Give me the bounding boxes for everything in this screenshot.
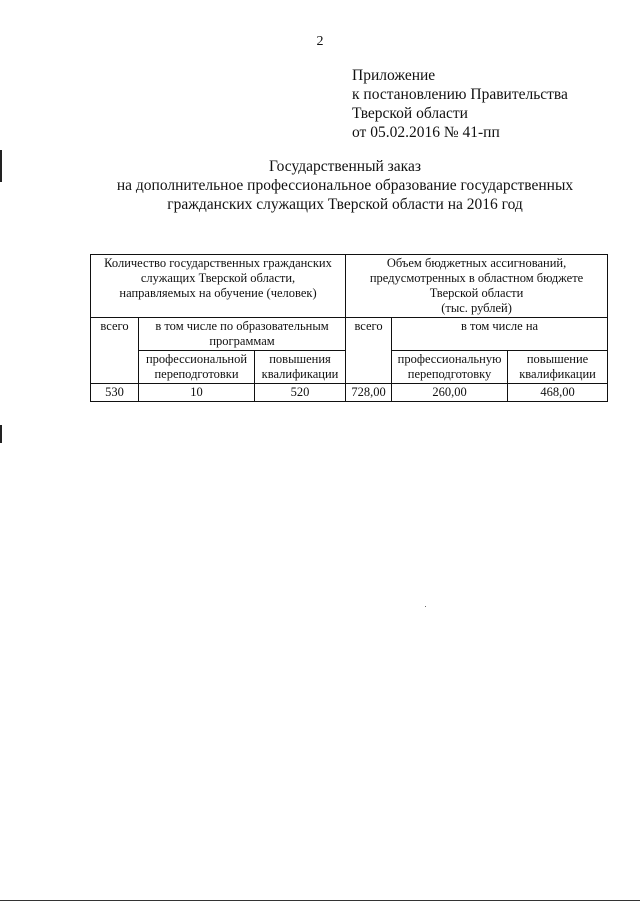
table-subheader-row (91, 318, 608, 351)
scan-speck (425, 606, 426, 607)
cell-total-staff: 530 (91, 384, 139, 402)
col-total-budget: всего (346, 318, 392, 384)
cell-retraining-budget: 260,00 (392, 384, 508, 402)
cell-qualification-staff: 520 (255, 384, 346, 402)
appendix-line: Приложение (352, 67, 436, 84)
cell-qualification-budget: 468,00 (508, 384, 608, 402)
document-title (0, 157, 640, 214)
header-budget (346, 255, 608, 318)
header-line: направляемых на обучение (человек) (119, 286, 317, 300)
title-line: гражданских служащих Тверской области на 2016 год (167, 196, 523, 213)
col-retraining-budget (392, 351, 508, 384)
col-qualification-budget (508, 351, 608, 384)
subheader-line: переподготовку (407, 367, 492, 381)
appendix-line: от 05.02.2016 № 41-пп (352, 124, 500, 141)
scan-edge-mark (0, 425, 2, 443)
appendix-line: к постановлению Правительства (352, 86, 568, 103)
appendix-block (352, 66, 568, 142)
header-line: Тверской области (429, 286, 524, 300)
page-number: 2 (316, 34, 324, 49)
cell-total-budget: 728,00 (346, 384, 392, 402)
col-qualification-staff (255, 351, 346, 384)
title-line: Государственный заказ (269, 158, 421, 175)
cell-retraining-staff: 10 (139, 384, 255, 402)
header-line: Объем бюджетных ассигнований, (386, 256, 567, 270)
subheader-line: повышение (526, 352, 589, 366)
col-total-staff: всего (91, 318, 139, 384)
scan-bottom-edge (0, 900, 640, 901)
subheader-line: квалификации (519, 367, 596, 381)
subheader-line: программам (209, 334, 275, 348)
header-staff-count (91, 255, 346, 318)
col-including-budget: в том числе на (392, 318, 608, 351)
header-line: Количество государственных гражданских (104, 256, 332, 270)
subheader-line: профессиональную (397, 352, 502, 366)
appendix-line: Тверской области (352, 105, 468, 122)
state-order-table (90, 254, 608, 402)
subheader-line: переподготовки (154, 367, 239, 381)
table-header-row (91, 255, 608, 318)
table-row (91, 384, 608, 402)
subheader-line: профессиональной (145, 352, 248, 366)
col-including-programs (139, 318, 346, 351)
subheader-line: повышения (269, 352, 331, 366)
header-line: предусмотренных в областном бюджете (369, 271, 584, 285)
subheader-line: в том числе по образовательным (155, 319, 329, 333)
title-line: на дополнительное профессиональное образование государственных (116, 177, 574, 194)
col-retraining-staff (139, 351, 255, 384)
scan-edge-mark (0, 150, 2, 182)
subheader-line: квалификации (261, 367, 339, 381)
header-line: служащих Тверской области, (140, 271, 296, 285)
header-line: (тыс. рублей) (441, 301, 512, 315)
